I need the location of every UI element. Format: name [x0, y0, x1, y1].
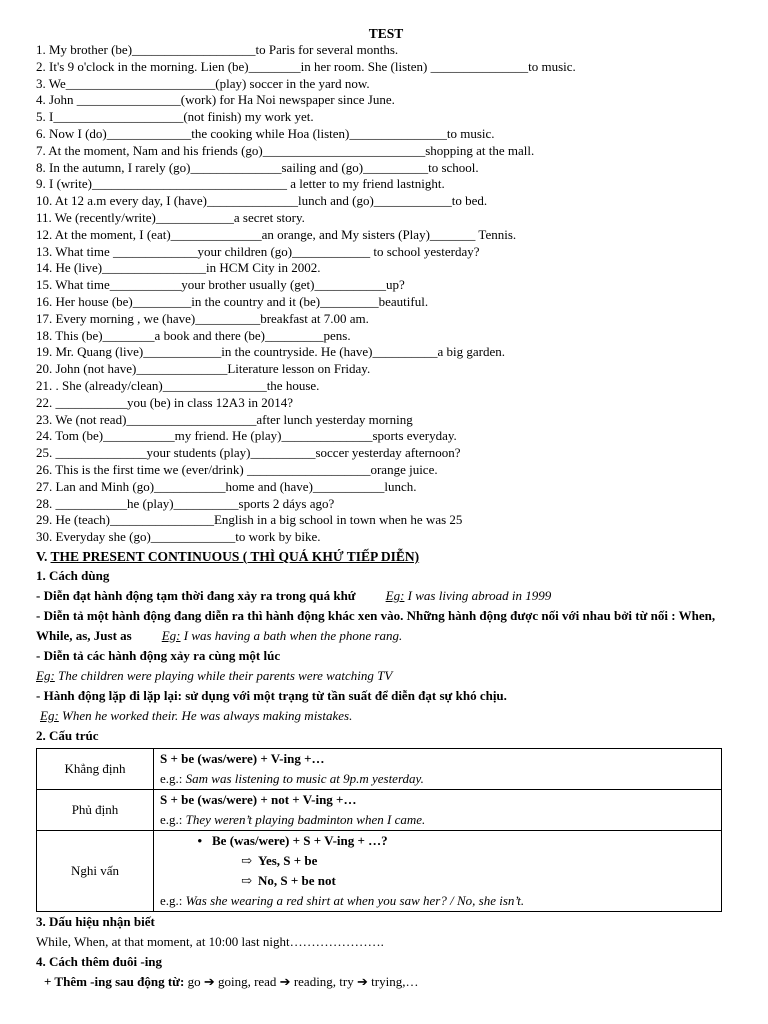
question-26: 26. This is the first time we (ever/drink) ___________________orange juice. [36, 461, 438, 477]
question-18: 18. This (be)________a book and there (be)_________pens. [36, 327, 351, 343]
usage-2-example-a: I was having a bath [180, 627, 290, 643]
affirmative-formula: S + be (was/were) + V-ing +… [160, 750, 325, 766]
question-8: 8. In the autumn, I rarely (go)______________sailing and (go)__________to school. [36, 159, 479, 175]
interrogative-formula-line [160, 831, 721, 851]
usage-2-eg-label: Eg: [161, 627, 181, 643]
usage-3-example [36, 666, 736, 686]
question-12: 12. At the moment, I (eat)______________an orange, and My sisters (Play)_______ Tennis. [36, 226, 517, 242]
question-3: 3. We_______________________(play) soccer in the yard now. [36, 75, 370, 91]
question-22: 22. ___________you (be) in class 12A3 in 2014? [36, 394, 294, 410]
ing-rule [36, 972, 736, 992]
row-label-affirmative: Khẳng định [37, 748, 154, 789]
usage-1-eg-label: Eg: [385, 587, 405, 603]
table-row [37, 748, 722, 789]
row-label-negative: Phủ định [37, 789, 154, 830]
negative-example [160, 810, 721, 830]
interrogative-yes: Yes, S + be [258, 852, 318, 868]
interrogative-example-text: Was she wearing a red shirt at when you saw her? / No, she isn’t. [185, 892, 525, 908]
question-29: 29. He (teach)________________English in a big school in town when he was 25 [36, 512, 463, 528]
question-19: 19. Mr. Quang (live)____________in the countryside. He (have)__________a big garden. [36, 344, 505, 360]
ing-rule-label: + Thêm -ing sau động từ: [44, 973, 185, 989]
usage-3-example-a: The children were playing [54, 667, 198, 683]
interrogative-no-line [160, 871, 721, 891]
question-7: 7. At the moment, Nam and his friends (go)_________________________shopping at the mall. [36, 142, 535, 158]
question-23: 23. We (not read)____________________after lunch yesterday morning [36, 411, 413, 427]
ing-heading: 4. Cách thêm đuôi -ing [36, 953, 163, 969]
usage-1-example: I was living abroad in 1999 [404, 587, 552, 603]
usage-1 [36, 586, 736, 606]
section-prefix: V. [36, 548, 48, 564]
usage-1-text: - Diễn đạt hành động tạm thời đang xảy ra trong quá khứ [36, 587, 356, 603]
usage-3-example-keyword: while [197, 667, 226, 683]
usage-4-text: - Hành động lặp đi lặp lại: sử dụng với một trạng từ tần suất để diễn đạt sự khó chịu. [36, 687, 507, 703]
structure-heading: 2. Cấu trúc [36, 727, 99, 743]
question-11: 11. We (recently/write)____________a secret story. [36, 209, 305, 225]
question-21: 21. . She (already/clean)________________the house. [36, 377, 320, 393]
ing-rule-text: go ➔ going, read ➔ reading, try ➔ trying,… [184, 973, 419, 989]
usage-3-example-c: their parents were watching TV [225, 667, 393, 683]
usage-3-text: - Diễn tả các hành động xảy ra cùng một lúc [36, 647, 281, 663]
signs-text: While, When, at that moment, at 10:00 last night…………………. [36, 933, 384, 949]
bullet-icon: • [197, 832, 202, 848]
question-9: 9. I (write)______________________________ a letter to my friend lastnight. [36, 176, 445, 192]
section-heading [36, 547, 736, 566]
question-15: 15. What time___________your brother usually (get)___________up? [36, 277, 405, 293]
interrogative-formula: Be (was/were) + S + V-ing + …? [212, 832, 388, 848]
question-list [36, 42, 736, 546]
question-30: 30. Everyday she (go)_____________to work by bike. [36, 529, 321, 545]
question-25: 25. ______________your students (play)__________soccer yesterday afternoon? [36, 445, 461, 461]
usage-3-eg-label: Eg: [36, 667, 55, 683]
usage-heading: 1. Cách dùng [36, 567, 110, 583]
question-10: 10. At 12 a.m every day, I (have)______________lunch and (go)____________to bed. [36, 193, 488, 209]
question-4: 4. John ________________(work) for Ha Noi newspaper since June. [36, 92, 395, 108]
row-label-interrogative: Nghi vấn [37, 830, 154, 911]
negative-example-text: They weren’t playing badminton when I came. [185, 811, 426, 827]
question-27: 27. Lan and Minh (go)___________home and (have)___________lunch. [36, 478, 417, 494]
eg-prefix: e.g.: [160, 770, 186, 786]
table-row [37, 789, 722, 830]
arrow-right-icon: ⇨ [241, 872, 252, 888]
question-14: 14. He (live)________________in HCM City in 2002. [36, 260, 321, 276]
eg-prefix: e.g.: [160, 811, 186, 827]
structure-table [36, 748, 722, 912]
affirmative-example-text: Sam was listening to music at 9p.m yesterday. [185, 770, 424, 786]
usage-2 [36, 606, 736, 646]
usage-2-text: - Diễn tả một hành động đang diễn ra thì hành động khác xen vào. Những hành động được nối với nhau bởi từ nối : When, While, as, Just as [36, 607, 716, 643]
question-20: 20. John (not have)______________Literature lesson on Friday. [36, 361, 371, 377]
interrogative-no: No, S + be not [258, 872, 336, 888]
arrow-right-icon: ⇨ [241, 852, 252, 868]
usage-4-example [36, 706, 736, 726]
question-17: 17. Every morning , we (have)__________breakfast at 7.00 am. [36, 310, 369, 326]
question-28: 28. ___________he (play)__________sports 2 dáys ago? [36, 495, 335, 511]
usage-2-example-c: the phone rang. [317, 627, 403, 643]
question-1: 1. My brother (be)___________________to Paris for several months. [36, 42, 399, 57]
question-24: 24. Tom (be)___________my friend. He (play)______________sports everyday. [36, 428, 457, 444]
interrogative-yes-line [160, 851, 721, 871]
question-13: 13. What time _____________your children (go)____________ to school yesterday? [36, 243, 480, 259]
question-5: 5. I____________________(not finish) my work yet. [36, 109, 314, 125]
usage-2-example-keyword: when [289, 627, 318, 643]
question-6: 6. Now I (do)_____________the cooking while Hoa (listen)_______________to music. [36, 125, 495, 141]
eg-prefix: e.g.: [160, 892, 186, 908]
signs-heading: 3. Dấu hiệu nhận biết [36, 913, 155, 929]
table-row [37, 830, 722, 911]
usage-4-eg-label: Eg: [40, 707, 59, 723]
negative-formula: S + be (was/were) + not + V-ing +… [160, 791, 357, 807]
question-2: 2. It's 9 o'clock in the morning. Lien (be)________in her room. She (listen) _______________to music. [36, 58, 576, 74]
question-16: 16. Her house (be)_________in the country and it (be)_________beautiful. [36, 293, 429, 309]
document-page [36, 26, 736, 992]
section-title: THE PRESENT CONTINUOUS ( THÌ QUÁ KHỨ TIẾP DIỄN) [50, 548, 420, 564]
page-title: TEST [368, 26, 404, 41]
usage-4-example-text: When he worked their. He was always making mistakes. [58, 707, 353, 723]
interrogative-example [160, 891, 721, 911]
affirmative-example [160, 769, 721, 789]
